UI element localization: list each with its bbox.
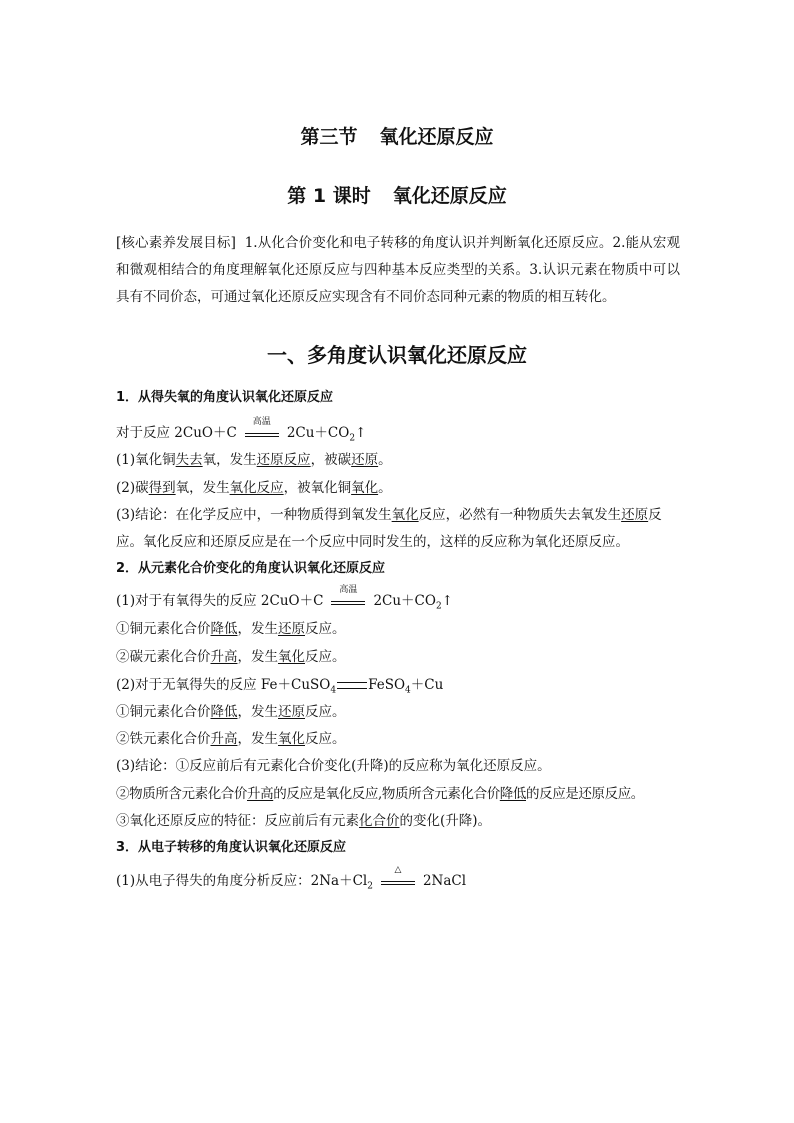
s1-point-1: (1)氧化铜失去氧，发生还原反应，被碳还原。 [116,452,392,468]
lesson-number: 第 1 课时 [287,185,371,207]
s2-conclusion-2: ②物质所含元素化合价升高的反应是氧化反应,物质所含元素化合价降低的反应是还原反应。 [116,786,644,802]
s2-b1: ①铜元素化合价降低，发生还原反应。 [116,704,346,720]
equals-sign [337,682,367,689]
s1-equation: 对于反应 2CuO＋C 高温 $2Cu+CO_2↑$ [116,416,367,444]
reaction-arrow: 高温 [243,427,281,441]
s2-a2: ②碳元素化合价升高，发生氧化反应。 [116,649,346,665]
goals-label: [核心素养发展目标] [116,235,236,251]
section-title [0,122,794,149]
s2-conclusion-1: (3)结论：①反应前后有元素化合价变化(升降)的反应称为氧化还原反应。 [116,758,551,774]
s1-heading: 1．从得失氧的角度认识氧化还原反应 [116,390,334,405]
s2-equation-2: (2)对于无氧得失的反应 Fe＋CuSO$_4$ FeSO$_4$＋Cu [116,677,444,696]
s3-equation: (1)从电子得失的角度分析反应：$2Na+Cl_2$ △ 2NaCl [116,864,467,892]
section-number: 第三节 [300,126,358,148]
s2-heading: 2．从元素化合价变化的角度认识氧化还原反应 [116,561,386,576]
lesson-name: 氧化还原反应 [392,185,507,207]
lesson-title [0,181,794,208]
core-goals-paragraph [116,230,680,311]
s2-a1: ①铜元素化合价降低，发生还原反应。 [116,621,346,637]
s3-heading: 3．从电子转移的角度认识氧化还原反应 [116,840,347,855]
goals-text: 1.从化合价变化和电子转移的角度认识并判断氧化还原反应。2.能从宏观和微观相结合的角度理解氧化还原反应与四种基本反应类型的关系。3.认识元素在物质中可以具有不同价态，可通过氧化还原反应实现含有不同价态同种元素的物质的相互转化。 [116,235,680,305]
s1-point-2: (2)碳得到氧，发生氧化反应，被氧化铜氧化。 [116,480,392,496]
s2-equation-1: (1)对于有氧得失的反应 2CuO＋C 高温 $2Cu+CO_2↑$ [116,584,453,612]
s1-point-3: (3)结论：在化学反应中，一种物质得到氧发生氧化反应，必然有一种物质失去氧发生还原反 [116,507,662,523]
part1-heading: 一、多角度认识氧化还原反应 [267,343,527,367]
section-name: 氧化还原反应 [379,126,494,148]
s1-point-3-cont: 应。氧化反应和还原反应是在一个反应中同时发生的，这样的反应称为氧化还原反应。 [116,534,629,550]
s2-conclusion-3: ③氧化还原反应的特征：反应前后有元素化合价的变化(升降)。 [116,813,492,829]
reaction-arrow: △ [379,875,417,889]
s2-b2: ②铁元素化合价升高，发生氧化反应。 [116,731,346,747]
reaction-arrow: 高温 [329,595,367,609]
